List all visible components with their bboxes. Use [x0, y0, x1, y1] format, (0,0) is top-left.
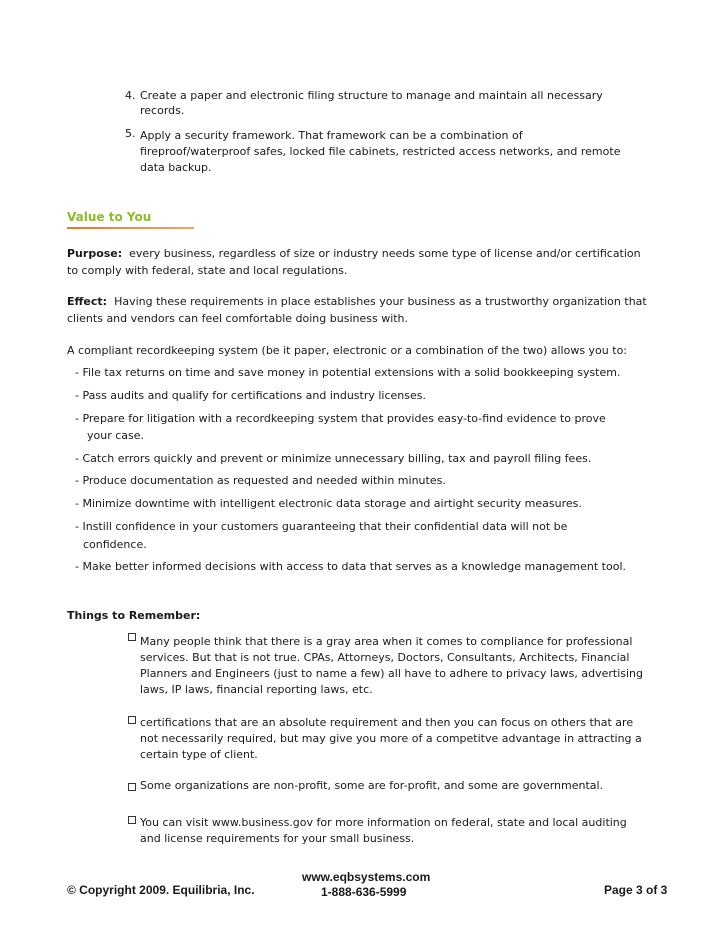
- remember-text: Some organizations are non-profit, some are for-profit, and some are governmental.: [140, 779, 604, 792]
- benefit-item: - Prepare for litigation with a recordkeeping system that provides easy-to-find evidence to prove: [75, 412, 606, 425]
- step-text: Create a paper and electronic filing structure to manage and maintain all necessary: [140, 89, 603, 102]
- benefit-item-continued: confidence.: [83, 538, 147, 551]
- footer-website: www.eqbsystems.com: [302, 870, 431, 884]
- step-number: 4.: [125, 89, 136, 102]
- purpose-line: [67, 246, 641, 262]
- benefit-item: - Make better informed decisions with access to data that serves as a knowledge management tool.: [75, 560, 626, 573]
- footer-page-number: Page 3 of 3: [604, 883, 668, 897]
- footer-phone: 1-888-636-5999: [321, 885, 407, 899]
- effect-text: clients and vendors can feel comfortable doing business with.: [67, 312, 409, 325]
- step-number: 5.: [125, 127, 136, 140]
- remember-text: certifications that are an absolute requirement and then you can focus on others that are: [140, 716, 634, 729]
- checkbox-bullet-icon: [128, 783, 136, 791]
- benefit-item: - Catch errors quickly and prevent or minimize unnecessary billing, tax and payroll filing fees.: [75, 452, 592, 465]
- benefit-item: - Minimize downtime with intelligent electronic data storage and airtight security measures.: [75, 497, 582, 510]
- remember-text: not necessarily required, but may give you more of a competitve advantage in attracting a: [140, 732, 642, 745]
- intro-text: A compliant recordkeeping system (be it paper, electronic or a combination of the two) allows you to:: [67, 344, 628, 357]
- checkbox-bullet-icon: [128, 716, 136, 724]
- step-text: records.: [140, 104, 185, 117]
- benefit-item: - File tax returns on time and save money in potential extensions with a solid bookkeeping system.: [75, 366, 621, 379]
- step-text: fireproof/waterproof safes, locked file cabinets, restricted access networks, and remote: [140, 145, 621, 158]
- purpose-label: Purpose:: [67, 247, 123, 260]
- remember-text: services. But that is not true. CPAs, Attorneys, Doctors, Consultants, Architects, Financial: [140, 651, 630, 664]
- remember-text: Many people think that there is a gray area when it comes to compliance for professional: [140, 635, 633, 648]
- purpose-text: every business, regardless of size or industry needs some type of license and/or certification: [129, 247, 641, 260]
- remember-title: Things to Remember:: [67, 609, 201, 622]
- remember-text: and license requirements for your small business.: [140, 832, 415, 845]
- remember-text: certain type of client.: [140, 748, 258, 761]
- effect-text: Having these requirements in place establishes your business as a trustworthy organization that: [114, 295, 647, 308]
- effect-label: Effect:: [67, 295, 108, 308]
- step-text: Apply a security framework. That framework can be a combination of: [140, 129, 523, 142]
- step-text: data backup.: [140, 161, 212, 174]
- remember-text: You can visit www.business.gov for more information on federal, state and local auditing: [140, 816, 627, 829]
- benefit-item: - Instill confidence in your customers guaranteeing that their confidential data will not be: [75, 520, 568, 533]
- benefit-item: - Produce documentation as requested and needed within minutes.: [75, 474, 446, 487]
- section-underline: [67, 227, 194, 229]
- checkbox-bullet-icon: [128, 633, 136, 641]
- effect-line: [67, 294, 647, 310]
- benefit-item: - Pass audits and qualify for certifications and industry licenses.: [75, 389, 426, 402]
- purpose-text: to comply with federal, state and local regulations.: [67, 264, 348, 277]
- checkbox-bullet-icon: [128, 816, 136, 824]
- section-title: Value to You: [67, 210, 152, 224]
- remember-text: Planners and Engineers (just to name a few) all have to adhere to privacy laws, advertising: [140, 667, 643, 680]
- footer-copyright: © Copyright 2009. Equilibria, Inc.: [67, 883, 255, 897]
- benefit-item-continued: your case.: [87, 429, 145, 442]
- remember-text: laws, IP laws, financial reporting laws, etc.: [140, 683, 373, 696]
